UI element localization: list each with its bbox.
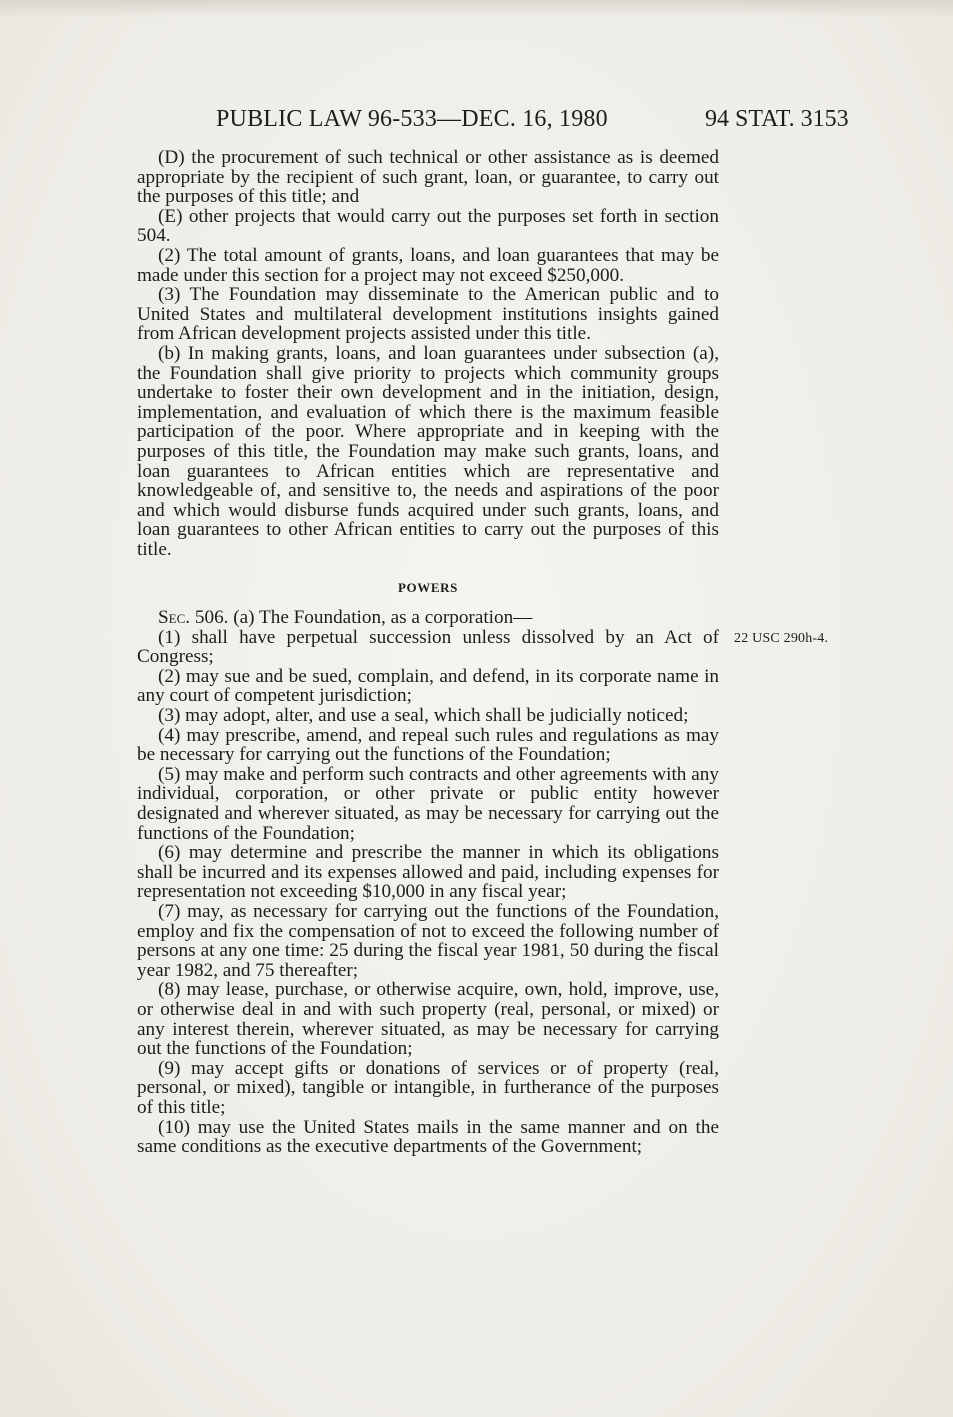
item-4: (4) may prescribe, amend, and repeal such rules and regulations as may be necessary for carrying out the functions of the Foundation; bbox=[137, 724, 719, 766]
margin-citation: 22 USC 290h-4. bbox=[734, 631, 829, 646]
item-10: (10) may use the United States mails in the same manner and on the same conditions as the executive departments of the Government; bbox=[137, 1116, 719, 1158]
item-9: (9) may accept gifts or donations of services or of property (real, personal, or mixed), tangible or intangible, in furtherance of the purposes of this title; bbox=[137, 1057, 719, 1118]
running-head: PUBLIC LAW 96-533—DEC. 16, 1980 bbox=[216, 106, 608, 132]
item-1: (1) shall have perpetual succession unless dissolved by an Act of Congress; bbox=[137, 626, 719, 668]
paragraph-3: (3) The Foundation may disseminate to the American public and to United States and multilateral development institutions insights gained from African development projects assisted under this title. bbox=[137, 284, 719, 345]
section-heading-powers: POWERS bbox=[398, 580, 458, 596]
statute-body bbox=[137, 148, 719, 1157]
statute-page-reference: 94 STAT. 3153 bbox=[705, 106, 849, 132]
paragraph-E: (E) other projects that would carry out the purposes set forth in section 504. bbox=[137, 205, 719, 247]
item-7: (7) may, as necessary for carrying out the functions of the Foundation, employ and fix the compensation of not to exceed the following number of persons at any one time: 25 during the fiscal year 1981, 50 during the fiscal year 1982, and 75 thereafter; bbox=[137, 900, 719, 981]
item-2: (2) may sue and be sued, complain, and defend, in its corporate name in any court of competent jurisdiction; bbox=[137, 665, 719, 707]
paragraph-b: (b) In making grants, loans, and loan guarantees under subsection (a), the Foundation shall give priority to projects which community groups undertake to foster their own development and in the initiation, design, implementation, and evaluation of which there is the maximum feasible participation of the poor. Where appropriate and in keeping with the purposes of this title, the Foundation may make such grants, loans, and loan guarantees to African entities which are representative and knowledgeable of, and sensitive to, the needs and aspirations of the poor and which would disburse funds acquired under such grants, loans, and loan guarantees to other African entities to carry out the purposes of this title. bbox=[137, 342, 719, 560]
paragraph-2: (2) The total amount of grants, loans, and loan guarantees that may be made under this section for a project may not exceed $250,000. bbox=[137, 244, 719, 286]
item-8: (8) may lease, purchase, or otherwise acquire, own, hold, improve, use, or otherwise deal in and with such property (real, personal, or mixed) or any interest therein, wherever situated, as may be necessary for carrying out the functions of the Foundation; bbox=[137, 979, 719, 1060]
item-6: (6) may determine and prescribe the manner in which its obligations shall be incurred and its expenses allowed and paid, including expenses for representation not exceeding $10,000 in any fiscal year; bbox=[137, 842, 719, 903]
item-3: (3) may adopt, alter, and use a seal, which shall be judicially noticed; bbox=[158, 705, 689, 727]
section-506-text: 506. (a) The Foundation, as a corporation— bbox=[190, 607, 533, 629]
page-header bbox=[0, 106, 953, 136]
scan-edge-shadow bbox=[0, 0, 953, 18]
section-506-intro bbox=[137, 608, 719, 628]
item-5: (5) may make and perform such contracts and other agreements with any individual, corporation, or other private or public entity however designated and wherever situated, as may be necessary for carrying out the functions of the Foundation; bbox=[137, 763, 719, 844]
section-label: Sec. bbox=[158, 607, 191, 629]
paragraph-D: (D) the procurement of such technical or other assistance as is deemed appropriate by the recipient of such grant, loan, or guarantee, to carry out the purposes of this title; and bbox=[137, 147, 719, 208]
